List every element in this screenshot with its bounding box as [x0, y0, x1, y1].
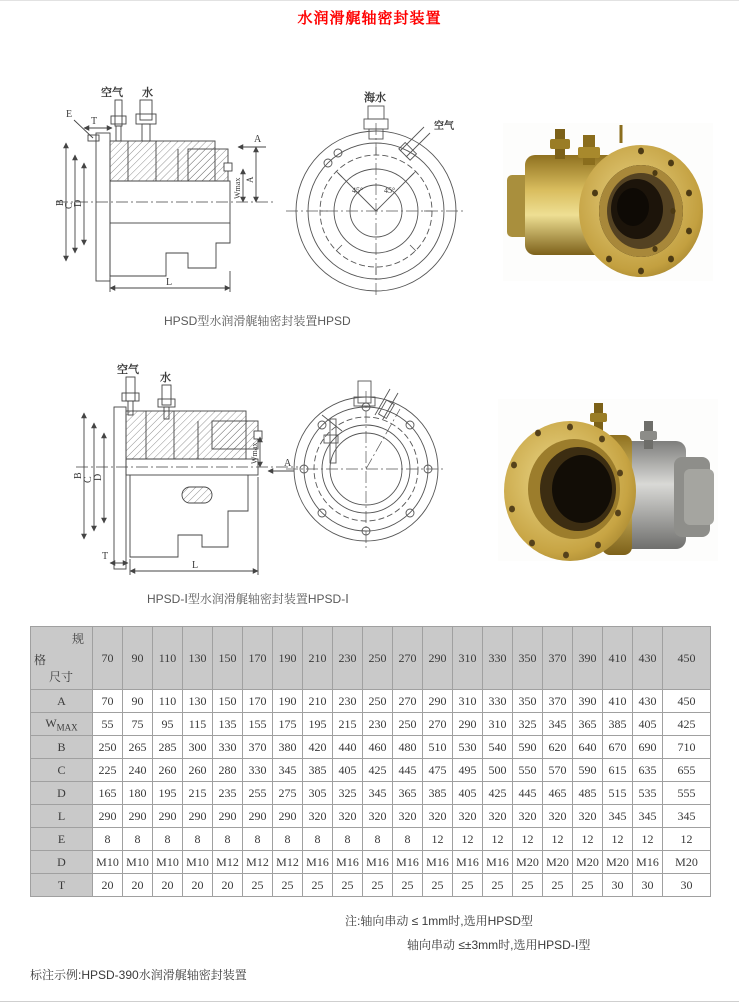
- table-cell: 25: [483, 874, 513, 897]
- table-cell: 95: [153, 713, 183, 736]
- marking-example: 标注示例:HPSD-390水润滑艉轴密封装置: [30, 968, 247, 982]
- table-cell: 250: [93, 736, 123, 759]
- table-cell: M10: [153, 851, 183, 874]
- table-row-c: [31, 759, 711, 782]
- table-cell: 670: [603, 736, 633, 759]
- table-cell: 430: [633, 690, 663, 713]
- table-cell: 230: [363, 713, 393, 736]
- table-cell: 70: [93, 690, 123, 713]
- table-cell: 25: [543, 874, 573, 897]
- table-cell: 385: [603, 713, 633, 736]
- row-label: D: [31, 782, 93, 805]
- col-header-450: 450: [663, 627, 711, 690]
- table-cell: 290: [153, 805, 183, 828]
- selection-notes: [345, 909, 590, 957]
- dim-l-label: L: [192, 560, 199, 571]
- table-cell: 465: [543, 782, 573, 805]
- col-header-430: 430: [633, 627, 663, 690]
- table-cell: 555: [663, 782, 711, 805]
- col-header-70: 70: [93, 627, 123, 690]
- table-cell: M12: [243, 851, 273, 874]
- table-cell: 590: [513, 736, 543, 759]
- table-cell: 215: [183, 782, 213, 805]
- corner-label-spec2: 格: [34, 653, 47, 667]
- col-header-290: 290: [423, 627, 453, 690]
- table-cell: 210: [303, 690, 333, 713]
- table-cell: 12: [633, 828, 663, 851]
- table-cell: 445: [393, 759, 423, 782]
- table-cell: 345: [273, 759, 303, 782]
- table-cell: 420: [303, 736, 333, 759]
- row-label: $W_{MAX}$: [31, 713, 93, 736]
- table-cell: 150: [213, 690, 243, 713]
- table-cell: 620: [543, 736, 573, 759]
- table-cell: 155: [243, 713, 273, 736]
- table-cell: 290: [123, 805, 153, 828]
- table-cell: M16: [363, 851, 393, 874]
- table-cell: 290: [213, 805, 243, 828]
- table-cell: M12: [273, 851, 303, 874]
- table-cell: 290: [183, 805, 213, 828]
- spec-table: [30, 626, 711, 897]
- hpsd-product-photo: [503, 123, 713, 281]
- corner-label-spec: 规: [71, 632, 84, 646]
- col-header-110: 110: [153, 627, 183, 690]
- table-header-row: [31, 627, 711, 690]
- table-cell: M16: [393, 851, 423, 874]
- col-header-270: 270: [393, 627, 423, 690]
- table-cell: 290: [273, 805, 303, 828]
- table-cell: M10: [93, 851, 123, 874]
- table-cell: 8: [243, 828, 273, 851]
- table-cell: 425: [363, 759, 393, 782]
- table-cell: 20: [183, 874, 213, 897]
- table-cell: 365: [573, 713, 603, 736]
- hpsd1-product-photo: [498, 399, 718, 561]
- table-cell: 20: [93, 874, 123, 897]
- table-cell: M16: [423, 851, 453, 874]
- dim-l-label: L: [166, 277, 173, 288]
- table-cell: M16: [453, 851, 483, 874]
- table-cell: 90: [123, 690, 153, 713]
- table-cell: 310: [453, 690, 483, 713]
- col-header-190: 190: [273, 627, 303, 690]
- table-cell: 25: [303, 874, 333, 897]
- dim-b-label: B: [55, 199, 66, 206]
- table-cell: 25: [273, 874, 303, 897]
- row-label: A: [31, 690, 93, 713]
- table-cell: 460: [363, 736, 393, 759]
- table-cell: 20: [123, 874, 153, 897]
- table-cell: 345: [633, 805, 663, 828]
- dim-e-label: E: [66, 109, 73, 120]
- col-header-210: 210: [303, 627, 333, 690]
- table-cell: 445: [513, 782, 543, 805]
- table-cell: 710: [663, 736, 711, 759]
- table-cell: 485: [573, 782, 603, 805]
- col-header-370: 370: [543, 627, 573, 690]
- table-cell: 20: [213, 874, 243, 897]
- table-cell: 390: [573, 690, 603, 713]
- table-cell: 405: [333, 759, 363, 782]
- table-cell: 425: [483, 782, 513, 805]
- table-cell: 12: [483, 828, 513, 851]
- table-cell: 405: [633, 713, 663, 736]
- table-cell: 320: [423, 805, 453, 828]
- table-cell: 12: [573, 828, 603, 851]
- table-cell: 320: [513, 805, 543, 828]
- table-cell: 290: [93, 805, 123, 828]
- table-cell: M20: [543, 851, 573, 874]
- col-header-150: 150: [213, 627, 243, 690]
- table-cell: 20: [153, 874, 183, 897]
- table-cell: 480: [393, 736, 423, 759]
- table-cell: 320: [303, 805, 333, 828]
- table-cell: 180: [123, 782, 153, 805]
- note-line-2: 轴向串动 ≤±3mm时,选用HPSD-Ⅰ型: [407, 938, 591, 952]
- table-cell: 260: [153, 759, 183, 782]
- table-cell: 530: [453, 736, 483, 759]
- table-cell: 345: [663, 805, 711, 828]
- dim-b-label: B: [73, 472, 84, 479]
- seawater-label: 海水: [364, 92, 386, 104]
- dim-c-label: C: [83, 476, 94, 483]
- table-cell: 320: [393, 805, 423, 828]
- col-header-230: 230: [333, 627, 363, 690]
- table-cell: 550: [513, 759, 543, 782]
- table-cell: 250: [393, 713, 423, 736]
- table-cell: 320: [483, 805, 513, 828]
- table-cell: 300: [183, 736, 213, 759]
- row-label: T: [31, 874, 93, 897]
- water-label: 水: [160, 372, 171, 384]
- table-cell: 405: [453, 782, 483, 805]
- dim-d-label: D: [73, 199, 84, 207]
- table-cell: 230: [333, 690, 363, 713]
- table-cell: 385: [423, 782, 453, 805]
- table-cell: 290: [243, 805, 273, 828]
- table-cell: 370: [543, 690, 573, 713]
- table-cell: 345: [363, 782, 393, 805]
- table-cell: 640: [573, 736, 603, 759]
- table-cell: 270: [393, 690, 423, 713]
- col-header-350: 350: [513, 627, 543, 690]
- dim-a-label: A: [245, 176, 255, 183]
- table-cell: 500: [483, 759, 513, 782]
- table-cell: 12: [543, 828, 573, 851]
- table-cell: 8: [273, 828, 303, 851]
- table-corner-cell: [31, 627, 93, 690]
- table-cell: 25: [423, 874, 453, 897]
- col-header-410: 410: [603, 627, 633, 690]
- table-cell: 570: [543, 759, 573, 782]
- table-row-e: [31, 828, 711, 851]
- table-row-d: [31, 782, 711, 805]
- air2-label: 空气: [434, 121, 454, 132]
- table-cell: 8: [153, 828, 183, 851]
- col-header-330: 330: [483, 627, 513, 690]
- table-row-t: [31, 874, 711, 897]
- table-cell: 8: [93, 828, 123, 851]
- table-cell: 510: [423, 736, 453, 759]
- figure1-caption: HPSD型水润滑艉轴密封装置HPSD: [164, 314, 351, 328]
- table-cell: M10: [183, 851, 213, 874]
- table-cell: 30: [633, 874, 663, 897]
- table-cell: 450: [663, 690, 711, 713]
- table-cell: 305: [303, 782, 333, 805]
- table-cell: 265: [123, 736, 153, 759]
- table-cell: 8: [123, 828, 153, 851]
- view-a-label: A: [284, 458, 292, 469]
- table-cell: 130: [183, 690, 213, 713]
- hpsd1-side-section-drawing: [62, 359, 307, 581]
- table-cell: 475: [423, 759, 453, 782]
- dim-d-label: D: [93, 473, 104, 481]
- table-cell: 280: [213, 759, 243, 782]
- table-cell: 115: [183, 713, 213, 736]
- row-label: E: [31, 828, 93, 851]
- table-cell: 12: [663, 828, 711, 851]
- view-a-label: A: [254, 134, 262, 145]
- table-cell: 25: [333, 874, 363, 897]
- table-cell: 8: [363, 828, 393, 851]
- col-header-170: 170: [243, 627, 273, 690]
- table-cell: 215: [333, 713, 363, 736]
- table-cell: 290: [423, 690, 453, 713]
- table-cell: 370: [243, 736, 273, 759]
- table-cell: 55: [93, 713, 123, 736]
- table-cell: M16: [303, 851, 333, 874]
- table-cell: M12: [213, 851, 243, 874]
- col-header-310: 310: [453, 627, 483, 690]
- water-label: 水: [142, 87, 153, 99]
- table-cell: 195: [303, 713, 333, 736]
- table-cell: 25: [573, 874, 603, 897]
- dim-wmax-label: Wmax: [250, 442, 259, 464]
- dim-c-label: C: [64, 202, 75, 209]
- table-cell: 345: [543, 713, 573, 736]
- table-cell: M20: [603, 851, 633, 874]
- page-title: 水润滑艉轴密封装置: [297, 10, 442, 27]
- table-cell: 440: [333, 736, 363, 759]
- table-cell: 25: [243, 874, 273, 897]
- table-cell: 410: [603, 690, 633, 713]
- col-header-390: 390: [573, 627, 603, 690]
- table-cell: M16: [483, 851, 513, 874]
- table-cell: 75: [123, 713, 153, 736]
- table-cell: 8: [333, 828, 363, 851]
- col-header-90: 90: [123, 627, 153, 690]
- col-header-250: 250: [363, 627, 393, 690]
- table-cell: 690: [633, 736, 663, 759]
- table-cell: M16: [333, 851, 363, 874]
- table-cell: 25: [453, 874, 483, 897]
- table-cell: 12: [603, 828, 633, 851]
- table-cell: 190: [273, 690, 303, 713]
- hpsd1-front-view-drawing: [278, 375, 456, 553]
- table-cell: 30: [663, 874, 711, 897]
- table-cell: 515: [603, 782, 633, 805]
- table-cell: 260: [183, 759, 213, 782]
- table-cell: 320: [453, 805, 483, 828]
- hpsd-front-view-drawing: [272, 89, 484, 301]
- table-cell: 12: [423, 828, 453, 851]
- table-cell: 310: [483, 713, 513, 736]
- table-cell: 290: [453, 713, 483, 736]
- table-cell: 12: [453, 828, 483, 851]
- table-cell: 250: [363, 690, 393, 713]
- table-cell: 380: [273, 736, 303, 759]
- table-cell: 345: [603, 805, 633, 828]
- table-cell: 12: [513, 828, 543, 851]
- table-cell: 235: [213, 782, 243, 805]
- table-cell: 110: [153, 690, 183, 713]
- table-row-l: [31, 805, 711, 828]
- table-cell: 385: [303, 759, 333, 782]
- corner-label-size: 尺寸: [49, 670, 74, 684]
- table-cell: 255: [243, 782, 273, 805]
- table-cell: 135: [213, 713, 243, 736]
- table-cell: 320: [363, 805, 393, 828]
- table-cell: 8: [303, 828, 333, 851]
- table-cell: 330: [243, 759, 273, 782]
- table-cell: 535: [633, 782, 663, 805]
- dim-wmax-label: Wmax: [233, 177, 242, 199]
- note-line-1: 注:轴向串动 ≤ 1mm时,选用HPSD型: [345, 914, 533, 928]
- figure2-caption: HPSD-Ⅰ型水润滑艉轴密封装置HPSD-Ⅰ: [147, 592, 349, 606]
- table-cell: 270: [423, 713, 453, 736]
- table-cell: 350: [513, 690, 543, 713]
- table-cell: 225: [93, 759, 123, 782]
- table-cell: 8: [393, 828, 423, 851]
- table-cell: 25: [393, 874, 423, 897]
- table-cell: 635: [633, 759, 663, 782]
- table-cell: 330: [483, 690, 513, 713]
- table-cell: 240: [123, 759, 153, 782]
- air-label: 空气: [117, 364, 139, 376]
- table-row-d: [31, 851, 711, 874]
- row-label: L: [31, 805, 93, 828]
- table-cell: 425: [663, 713, 711, 736]
- air-label: 空气: [101, 87, 123, 99]
- table-cell: 195: [153, 782, 183, 805]
- table-cell: 8: [183, 828, 213, 851]
- table-cell: M20: [663, 851, 711, 874]
- table-cell: 325: [333, 782, 363, 805]
- table-cell: 175: [273, 713, 303, 736]
- angle-right-label: 45°: [384, 186, 396, 195]
- table-cell: 540: [483, 736, 513, 759]
- table-cell: M20: [573, 851, 603, 874]
- table-cell: M10: [123, 851, 153, 874]
- table-cell: M20: [513, 851, 543, 874]
- table-cell: 25: [363, 874, 393, 897]
- table-cell: 325: [513, 713, 543, 736]
- table-cell: 320: [573, 805, 603, 828]
- table-cell: 330: [213, 736, 243, 759]
- row-label: C: [31, 759, 93, 782]
- table-cell: 170: [243, 690, 273, 713]
- dim-t-label: T: [102, 551, 109, 562]
- table-cell: 320: [333, 805, 363, 828]
- table-cell: 320: [543, 805, 573, 828]
- table-cell: 275: [273, 782, 303, 805]
- table-cell: 655: [663, 759, 711, 782]
- table-cell: M16: [633, 851, 663, 874]
- table-cell: 365: [393, 782, 423, 805]
- col-header-130: 130: [183, 627, 213, 690]
- table-row-a: [31, 690, 711, 713]
- dim-t-label: T: [91, 116, 98, 127]
- table-row-b: [31, 736, 711, 759]
- row-label: B: [31, 736, 93, 759]
- table-cell: 285: [153, 736, 183, 759]
- table-cell: 8: [213, 828, 243, 851]
- table-cell: 165: [93, 782, 123, 805]
- table-row-w: [31, 713, 711, 736]
- table-cell: 495: [453, 759, 483, 782]
- table-cell: 590: [573, 759, 603, 782]
- row-label: D: [31, 851, 93, 874]
- table-cell: 615: [603, 759, 633, 782]
- table-cell: 25: [513, 874, 543, 897]
- angle-left-label: 45°: [352, 186, 364, 195]
- hpsd-side-section-drawing: [38, 83, 293, 303]
- table-cell: 30: [603, 874, 633, 897]
